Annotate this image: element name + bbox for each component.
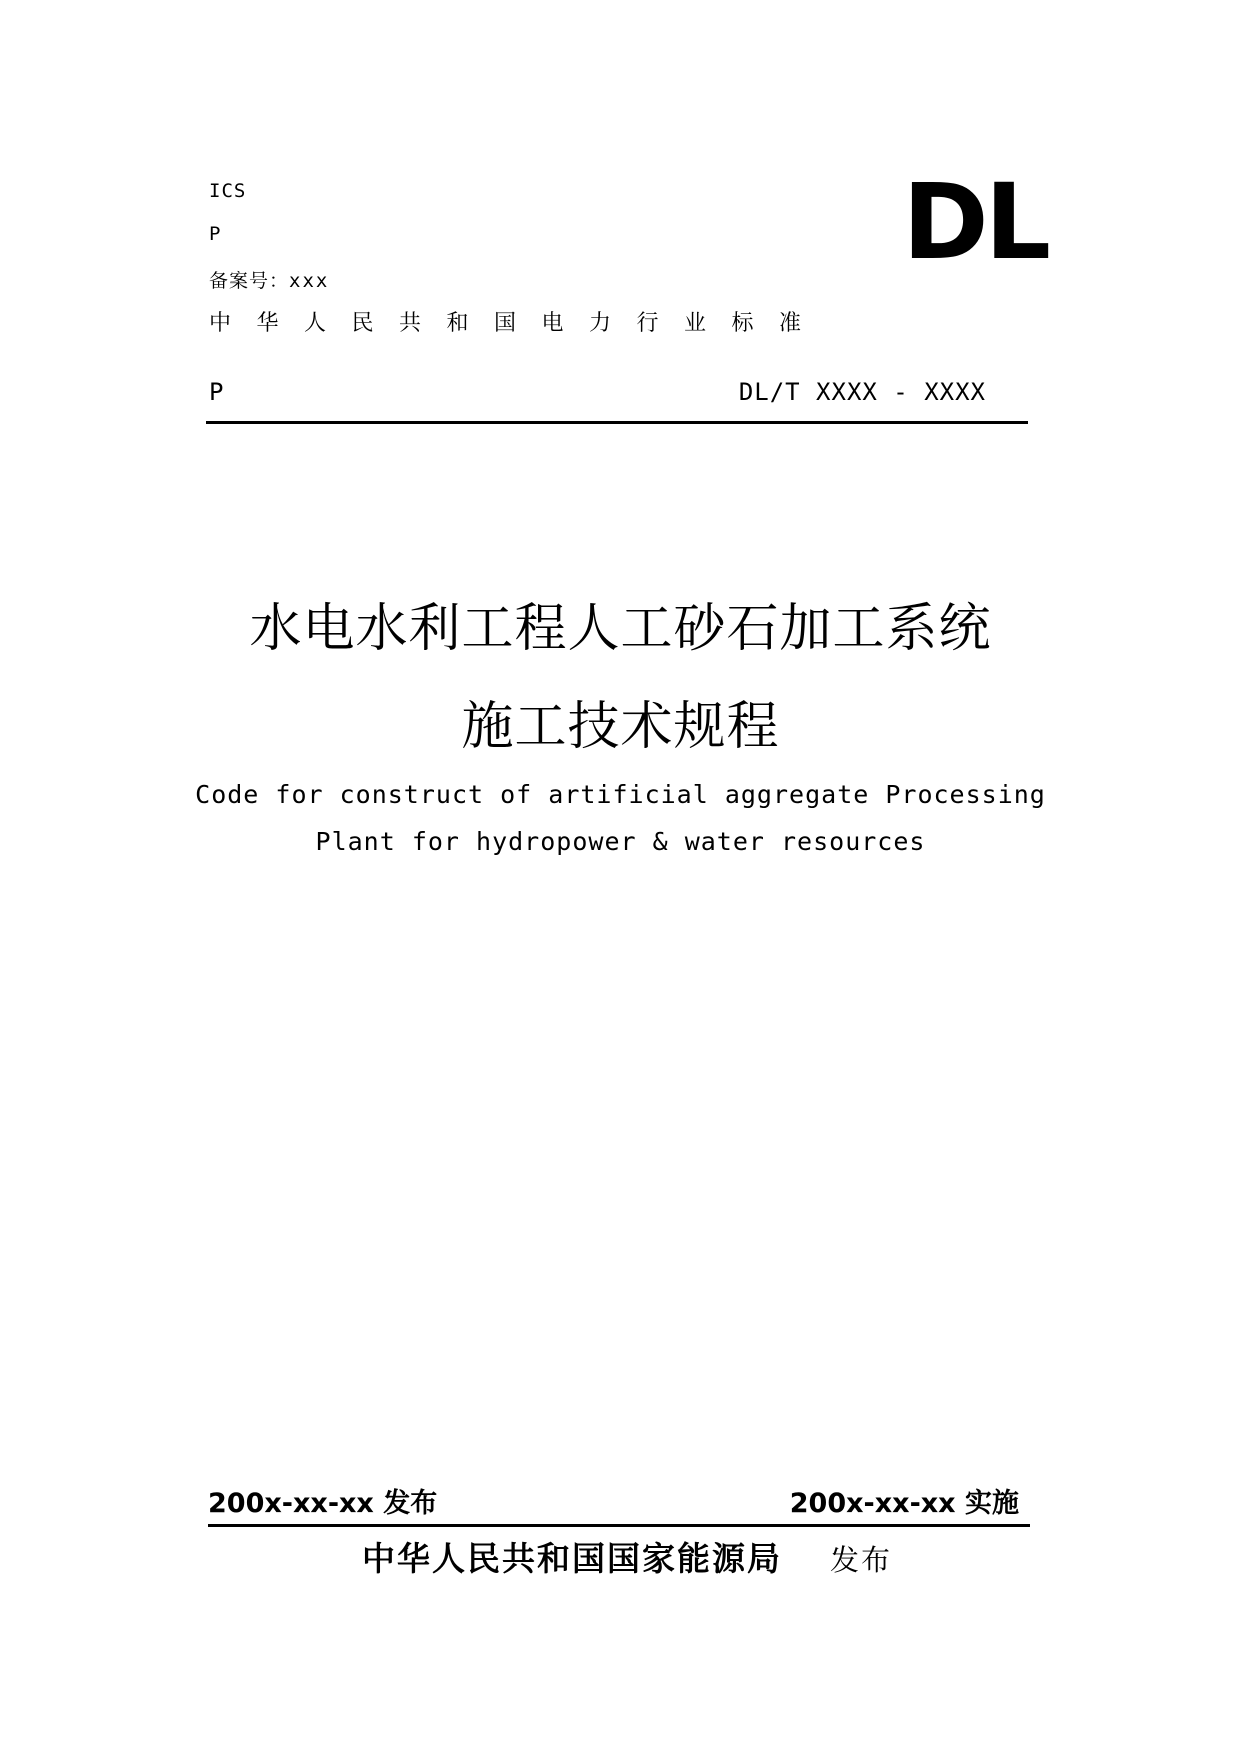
ics-code: ICS (209, 180, 247, 202)
publish-date: 200x-xx-xx 发布 (208, 1488, 438, 1519)
title-zh-line2: 施工技术规程 (461, 697, 780, 757)
standard-number: DL/T XXXX - XXXX (738, 378, 986, 406)
industry-standard-title: 中华人民共和国电力行业标准 (209, 311, 827, 336)
classification-right: P (209, 378, 224, 406)
top-rule (206, 421, 1028, 424)
record-label: 备案号： (209, 270, 290, 292)
title-en-line2: Plant for hydropower & water resources (315, 827, 926, 856)
record-number (209, 266, 329, 293)
dl-logo: DL (902, 161, 1047, 283)
title-en-line1: Code for construct of artificial aggregate Processing (195, 780, 1046, 809)
implement-date: 200x-xx-xx 实施 (789, 1488, 1019, 1519)
classification-code: P (209, 223, 222, 245)
title-zh-line1: 水电水利工程人工砂石加工系统 (249, 599, 992, 659)
publish-label: 发布 (830, 1543, 893, 1577)
record-value: xxx (289, 270, 330, 292)
publisher-name: 中华人民共和国国家能源局 (362, 1539, 782, 1578)
bottom-rule (208, 1524, 1030, 1527)
